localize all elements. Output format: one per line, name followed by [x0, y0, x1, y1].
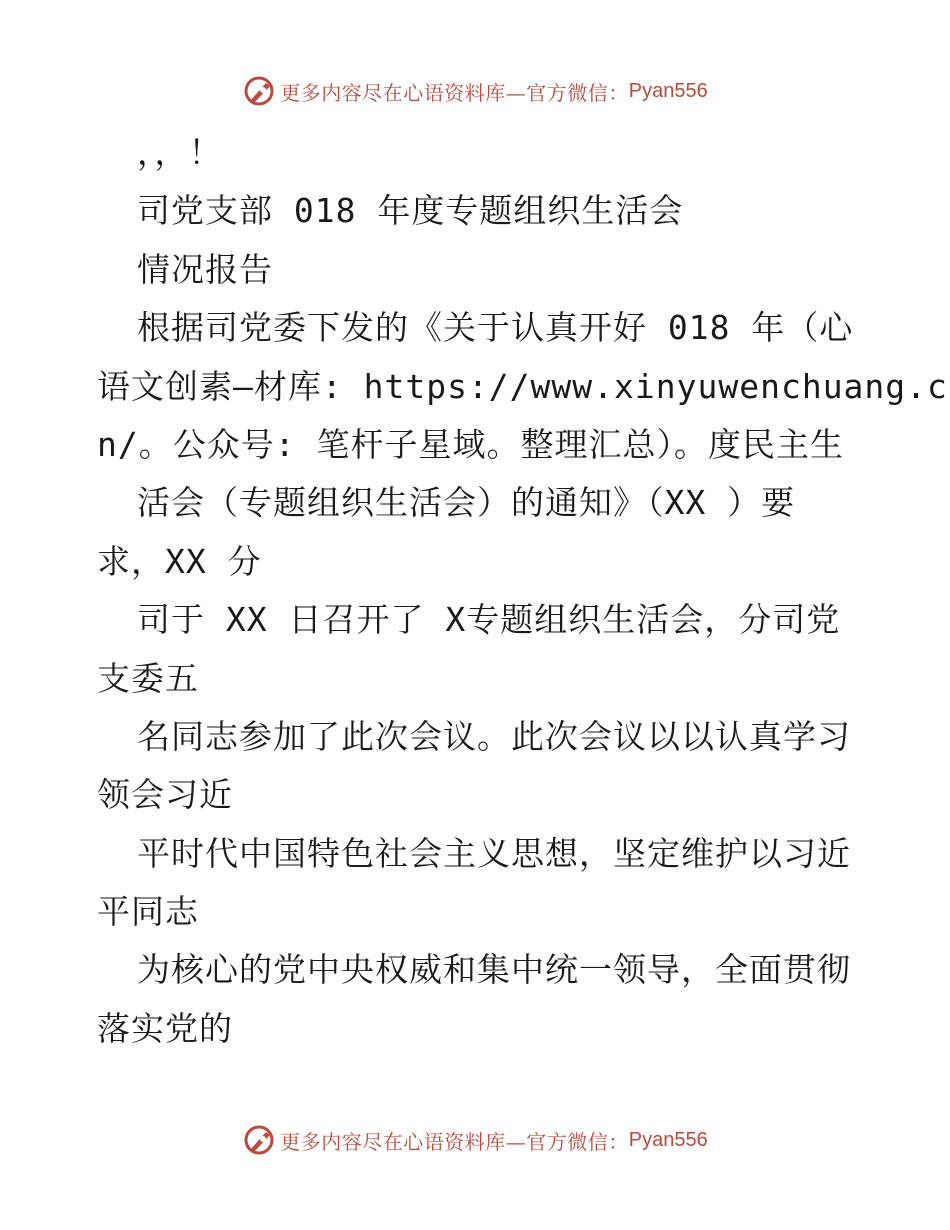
body-line: 语文创素—材库: https://www.xinyuwenchuang.c — [97, 366, 948, 406]
body-line: 求，XX 分 — [97, 541, 262, 581]
body-line: ，，！ — [137, 133, 223, 172]
body-line: 为核心的党中央权威和集中统一领导，全面贯彻 — [137, 950, 851, 990]
banner-text: 更多内容尽在心语资料库—官方微信： — [280, 1129, 629, 1154]
banner-wechat-id: Pyan556 — [628, 79, 708, 102]
body-line: 领会习近 — [97, 775, 233, 815]
body-line: 支委五 — [97, 658, 199, 698]
document-body — [97, 124, 948, 1058]
body-line: 平同志 — [97, 892, 199, 932]
body-line: 司于 XX 日召开了 X专题组织生活会，分司党 — [137, 600, 841, 640]
body-line: 名同志参加了此次会议。此次会议以以认真学习 — [137, 716, 851, 756]
body-line: 落实党的 — [97, 1008, 233, 1048]
body-line: 情况报告 — [137, 249, 273, 289]
body-line: 根据司党委下发的《关于认真开好 018 年（心 — [137, 308, 854, 348]
body-line: 活会（专题组织生活会）的通知》（XX ）要 — [137, 483, 796, 523]
pen-logo-icon — [242, 74, 276, 108]
footer-banner — [0, 1120, 950, 1160]
header-banner — [0, 71, 950, 111]
body-line: 司党支部 018 年度专题组织生活会 — [137, 191, 684, 231]
body-line: 平时代中国特色社会主义思想，坚定维护以习近 — [137, 833, 851, 873]
banner-text: 更多内容尽在心语资料库—官方微信： — [280, 80, 629, 105]
pen-logo-icon — [242, 1123, 276, 1157]
body-line: n/。公众号: 笔杆子星域。整理汇总）。度民主生 — [97, 424, 844, 464]
banner-wechat-id: Pyan556 — [628, 1128, 708, 1151]
